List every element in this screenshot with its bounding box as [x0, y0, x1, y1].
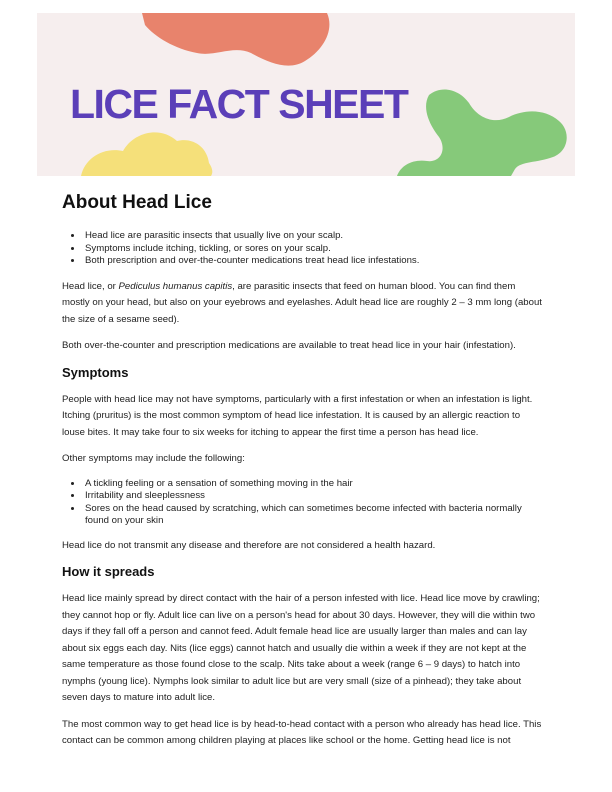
about-heading: About Head Lice: [62, 192, 212, 213]
list-item: • Both prescription and over-the-counter medications treat head lice infestations.: [83, 255, 544, 268]
spread-paragraph-1: Head lice mainly spread by direct contact with the hair of a person infested with lice. Head lice move by crawling; they cannot hop or fly. Adult lice can live on a person's head for about 30 days. However, they will die within two days if they fall off a person and cannot feed. Adult female head lice are usually larger than males and can lay about six eggs each day. Nits (lice eggs) cannot hatch and usually die within a week if they are not kept at the same temperature as those found close to the scalp. Nits take about a week (range 6 – 9 days) to hatch into nymphs (young lice). Nymphs look similar to adult lice but are very small (size of a pinhead); they take about seven days to mature into adult lice.: [62, 593, 540, 703]
about-paragraph-1: [62, 279, 544, 329]
list-item: • Symptoms include itching, tickling, or sores on your scalp.: [83, 243, 544, 256]
symptoms-heading: Symptoms: [62, 364, 129, 380]
about-bullet-list: [62, 230, 544, 268]
list-item: • Irritability and sleeplessness: [83, 490, 544, 503]
symptoms-bullet-list: [62, 478, 544, 528]
symptoms-paragraph-2: Other symptoms may include the following:: [62, 453, 245, 464]
yellow-blob: [81, 132, 212, 176]
green-blob: [397, 89, 567, 176]
header-banner: [37, 13, 575, 176]
text-run: Head lice, or: [62, 280, 119, 292]
scientific-name: Pediculus humanus capitis: [118, 280, 233, 292]
symptoms-paragraph-3: Head lice do not transmit any disease and therefore are not considered a health hazard.: [62, 539, 436, 551]
page-title: LICE FACT SHEET: [70, 81, 408, 127]
symptoms-paragraph-1: People with head lice may not have symptoms, particularly with a first infestation or when an infestation is light. Itching (pruritus) is the most common symptom of head lice infestation. It is caused by an allergic reaction to louse bites. It may take four to six weeks for itching to appear the first time a person has head lice.: [62, 393, 533, 438]
text-run: , are parasitic insects that feed on human blood. You can find them mostly on your head, but also on your eyebrows and eyelashes. Adult head lice are roughly 2 – 3 mm long (about the size of a sesame seed).: [62, 280, 542, 325]
spread-paragraph-2: The most common way to get head lice is by head-to-head contact with a person who already has head lice. This contact can be common among children playing at places like school or the home. Getting head lice is not: [62, 718, 542, 746]
list-item: • Sores on the head caused by scratching, which can sometimes become infected with bacteria normally found on your skin: [83, 503, 544, 528]
coral-blob: [142, 13, 329, 66]
list-item: • Head lice are parasitic insects that usually live on your scalp.: [83, 230, 544, 243]
about-paragraph-2: Both over-the-counter and prescription medications are available to treat head lice in your hair (infestation).: [62, 340, 516, 351]
list-item: • A tickling feeling or a sensation of something moving in the hair: [83, 478, 544, 491]
document-body: [62, 192, 544, 760]
spread-heading: How it spreads: [62, 564, 155, 579]
